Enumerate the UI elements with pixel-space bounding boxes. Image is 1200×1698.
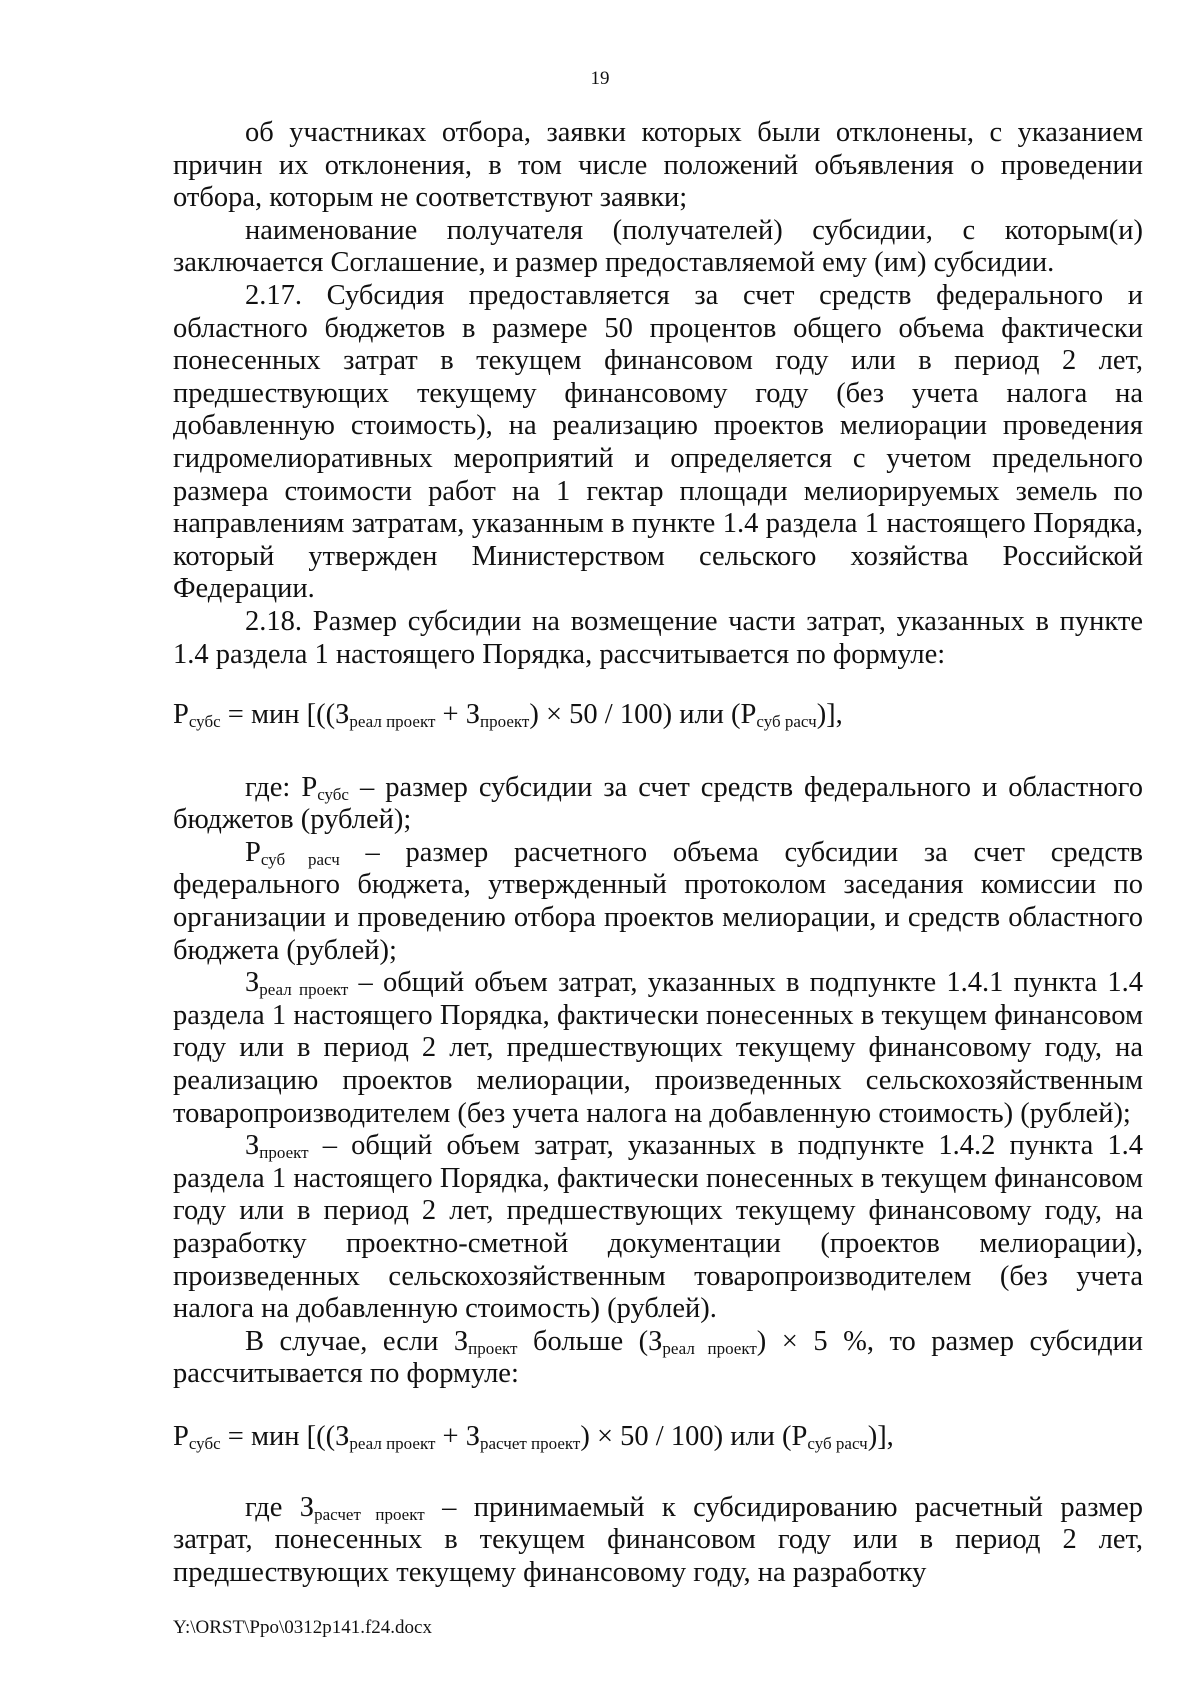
page-number: 19 bbox=[590, 68, 610, 89]
definition-z-proekt: $З_{проект}$ – общий объем затрат, указанных в подпункте 1.4.2 пункта 1.4 раздела 1 настоящего Порядка, фактически понесенных в текущем финансовом году или в период 2 лет, предшествующих текущему финансовому году, на разработку проектно-сметной документации (проектов мелиорации), произведенных сельскохозяйственным товаропроизводителем (без учета налога на добавленную стоимость) (рублей). bbox=[173, 1130, 1143, 1325]
formula-subsidy-2: $Р_{субс}$ = мин [$((З_{реал проект} + З_{расчет проект}) \times 50 / 100)$ или $(Р_{суб расч})$], bbox=[173, 1420, 894, 1453]
paragraph-2-18: 2.18. Размер субсидии на возмещение части затрат, указанных в пункте 1.4 раздела 1 настоящего Порядка, рассчитывается по формуле: bbox=[173, 605, 1143, 670]
document-body bbox=[173, 117, 1143, 1589]
paragraph-2-17: 2.17. Субсидия предоставляется за счет средств федерального и областного бюджетов в размере 50 процентов общего объема фактически понесенных затрат в текущем финансовом году или в период 2 лет, предшествующих текущему финансовому году (без учета налога на добавленную стоимость), на реализацию проектов мелиорации проведения гидромелиоративных мероприятий и определяется с учетом предельного размера стоимости работ на 1 гектар площади мелиорируемых земель по направлениям затратам, указанным в пункте 1.4 раздела 1 настоящего Порядка, который утвержден Министерством сельского хозяйства Российской Федерации. bbox=[173, 279, 1143, 605]
formula-subsidy-1: $Р_{субс}$ = мин [$((З_{реал проект} + З_{проект}) \times 50 / 100)$ или $(Р_{суб расч})$], bbox=[173, 699, 843, 732]
definition-r-subs: где: $Р_{субс}$ – размер субсидии за счет средств федерального и областного бюджетов (рублей); bbox=[173, 771, 1143, 836]
footer-file-path: Y:\ORST\Ppo\0312p141.f24.docx bbox=[173, 1617, 432, 1638]
definition-z-raschet-proekt: где $З_{расчет проект}$ – принимаемый к субсидированию расчетный размер затрат, понесенных в текущем финансовом году или в период 2 лет, предшествующих текущему финансовому году, на разработку bbox=[173, 1491, 1144, 1588]
paragraph-rejected-participants: об участниках отбора, заявки которых были отклонены, с указанием причин их отклонения, в том числе положений объявления о проведении отбора, которым не соответствуют заявки; bbox=[173, 117, 1143, 214]
definition-z-real-proekt: $З_{реал проект}$ – общий объем затрат, указанных в подпункте 1.4.1 пункта 1.4 раздела 1 настоящего Порядка, фактически понесенных в текущем финансовом году или в период 2 лет, предшествующих текущему финансовому году, на реализацию проектов мелиорации, произведенных сельскохозяйственным товаропроизводителем (без учета налога на добавленную стоимость) (рублей); bbox=[173, 967, 1143, 1129]
paragraph-case-condition: В случае, если $З_{проект}$ больше $(З_{реал проект}) \times 5$ %, то размер субсидии рассчитывается по формуле: bbox=[173, 1325, 1144, 1390]
definition-r-sub-rasch: $Р_{суб расч}$ – размер расчетного объема субсидии за счет средств федерального бюджета, утвержденный протоколом заседания комиссии по организации и проведению отбора проектов мелиорации, и средств областного бюджета (рублей); bbox=[173, 836, 1143, 966]
paragraph-recipient-name: наименование получателя (получателей) субсидии, с которым(и) заключается Соглашение, и размер предоставляемой ему (им) субсидии. bbox=[173, 214, 1143, 279]
